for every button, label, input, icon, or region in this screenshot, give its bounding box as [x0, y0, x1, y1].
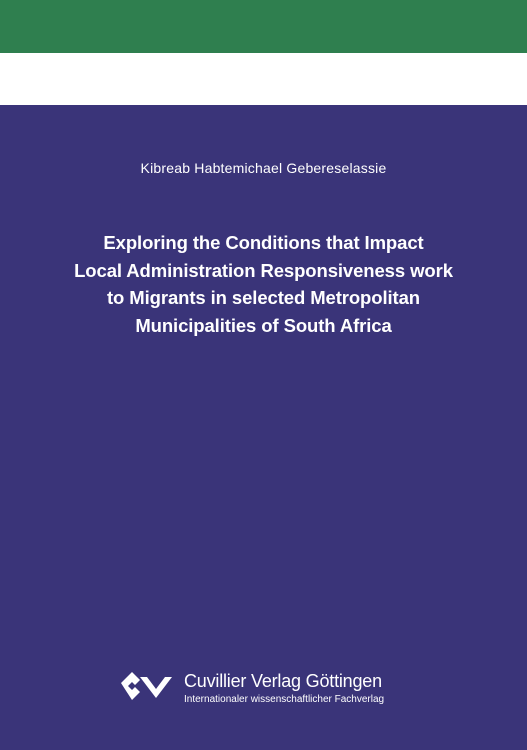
- title-line-3: to Migrants in selected Metropolitan: [107, 287, 420, 308]
- top-white-band: [0, 53, 527, 105]
- top-green-band: [0, 0, 527, 53]
- author-name: Kibreab Habtemichael Gebereselassie: [140, 160, 387, 176]
- title-line-2: Local Administration Responsiveness work: [74, 259, 453, 281]
- book-title: [20, 229, 507, 339]
- publisher-subtitle: Internationaler wissenschaftlicher Fachverlag: [184, 694, 385, 705]
- publisher-block: [118, 669, 418, 709]
- publisher-name: Cuvillier Verlag Göttingen: [184, 671, 382, 691]
- cuvillier-logo-icon: [118, 672, 176, 700]
- title-line-1: Exploring the Conditions that Impact: [103, 232, 424, 253]
- title-line-4: Municipalities of South Africa: [135, 314, 392, 336]
